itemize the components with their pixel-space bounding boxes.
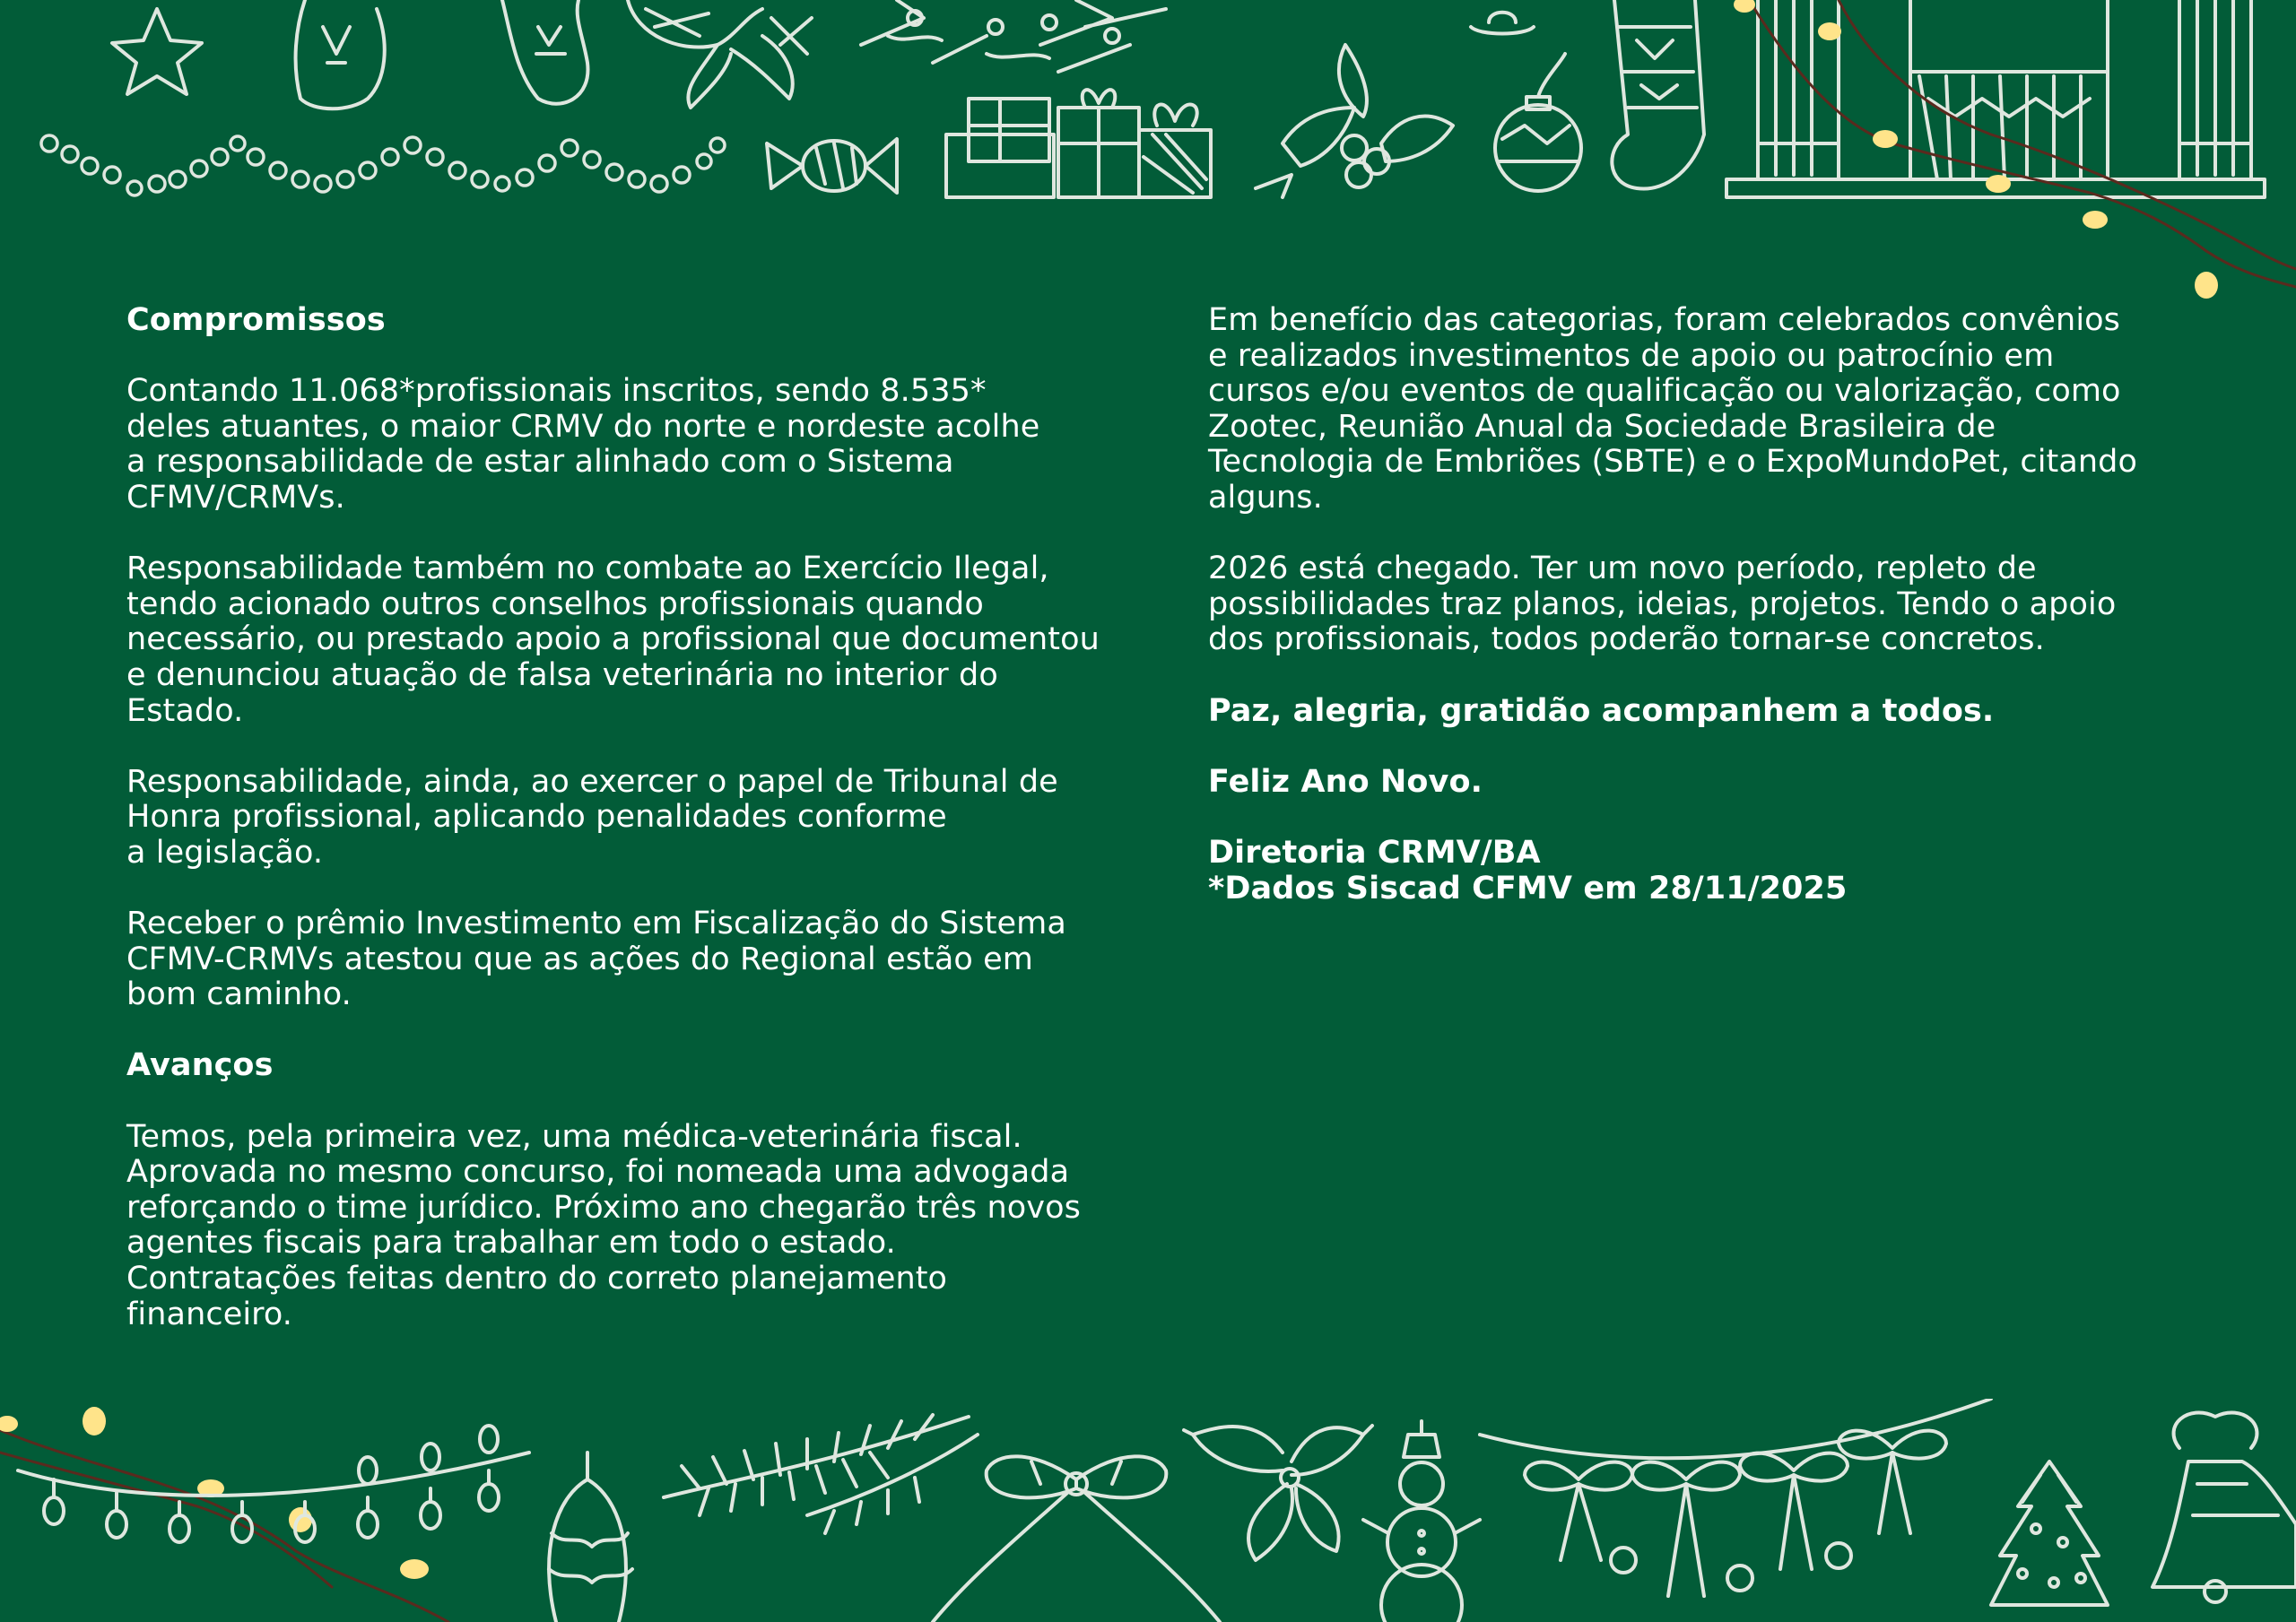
heading-advances: Avanços bbox=[126, 1047, 274, 1084]
poinsettia-doodle-icon bbox=[1184, 1426, 1372, 1560]
stocking-doodle-icon bbox=[1612, 0, 1704, 189]
candy-doodle-icon bbox=[767, 139, 897, 193]
paragraph-honor-tribunal: Responsabilidade, ainda, ao exercer o papel de Tribunal de Honra profissional, aplicando penalidades conforme a legislação. bbox=[126, 763, 1058, 871]
paragraph-agreements: Em benefício das categorias, foram celebrados convênios e realizados investimentos de apoio ou patrocínio em cursos e/ou eventos de qualificação ou valorização, como Zootec, Reunião Anual da Sociedade Brasileira de Tecnologia de Embriões (SBTE) e o ExpoMundoPet, citando alguns. bbox=[1208, 302, 2137, 516]
ribbon-bow-doodle-icon bbox=[933, 1456, 1220, 1622]
fireplace-doodle-icon bbox=[1726, 0, 2265, 197]
paragraph-illegal-practice: Responsabilidade também no combate ao Exercício Ilegal, tendo acionado outros conselhos profissionais quando necessário, ou prestado apoio a profissional que documentou e denunciou atuação de falsa veterinária no interior do Estado. bbox=[126, 551, 1100, 729]
string-lights-doodle-icon bbox=[1734, 0, 2296, 299]
fish-ornament-doodle-icon bbox=[549, 1453, 632, 1622]
ornament-doodle-icon bbox=[1471, 13, 1581, 191]
wish-line: Paz, alegria, gratidão acompanhem a todos. bbox=[1208, 692, 1995, 729]
bow-doodle-icon bbox=[628, 0, 812, 108]
snowman-doodle-icon bbox=[1363, 1421, 1480, 1622]
paragraph-inspection-award: Receber o prêmio Investimento em Fiscalização do Sistema CFMV-CRMVs atestou que as ações do Regional estão em bom caminho. bbox=[126, 906, 1066, 1013]
bow-garland-doodle-icon bbox=[1480, 1399, 1991, 1596]
holly-doodle-icon bbox=[1256, 45, 1453, 197]
mitten-doodle-icon bbox=[296, 0, 588, 108]
paragraph-registered-professionals: Contando 11.068*profissionais inscritos, sendo 8.535* deles atuantes, o maior CRMV do norte e nordeste acolhe a responsabilidade de estar alinhado com o Sistema CFMV/CRMVs. bbox=[126, 373, 1040, 516]
footnote-line: *Dados Siscad CFMV em 28/11/2025 bbox=[1208, 870, 1848, 906]
bulb-garland-doodle-icon bbox=[18, 1426, 529, 1542]
greeting-line: Feliz Ano Novo. bbox=[1208, 763, 1483, 800]
bottom-christmas-doodle-border bbox=[0, 1399, 2296, 1622]
bell-doodle-icon bbox=[2152, 1412, 2296, 1602]
paragraph-new-hires: Temos, pela primeira vez, uma médica-veterinária fiscal. Aprovada no mesmo concurso, foi nomeada uma advogada reforçando o time jurídico. Próximo ano chegarão três novos agentes fiscais para trabalhar em todo o estado. Contratações feitas dentro do correto planejamento financeiro. bbox=[126, 1118, 1081, 1332]
paragraph-2026: 2026 está chegado. Ter um novo período, repleto de possibilidades traz planos, ideias, projetos. Tendo o apoio dos profissionais, todos poderão tornar-se concretos. bbox=[1208, 551, 2117, 658]
top-christmas-doodle-border bbox=[0, 0, 2296, 305]
heading-commitments: Compromissos bbox=[126, 302, 386, 338]
gift-boxes-doodle-icon bbox=[946, 90, 1211, 197]
bead-garland-doodle-icon bbox=[41, 135, 725, 195]
christmas-tree-doodle-icon bbox=[861, 0, 1166, 72]
star-doodle-icon bbox=[112, 9, 202, 94]
signature-line: Diretoria CRMV/BA bbox=[1208, 834, 1541, 871]
left-text-column bbox=[126, 303, 1149, 1368]
right-text-column bbox=[1208, 303, 2222, 942]
tree-cookie-doodle-icon bbox=[1991, 1462, 2108, 1605]
string-lights-doodle-icon bbox=[0, 1407, 448, 1622]
pine-branch-doodle-icon bbox=[664, 1415, 978, 1533]
